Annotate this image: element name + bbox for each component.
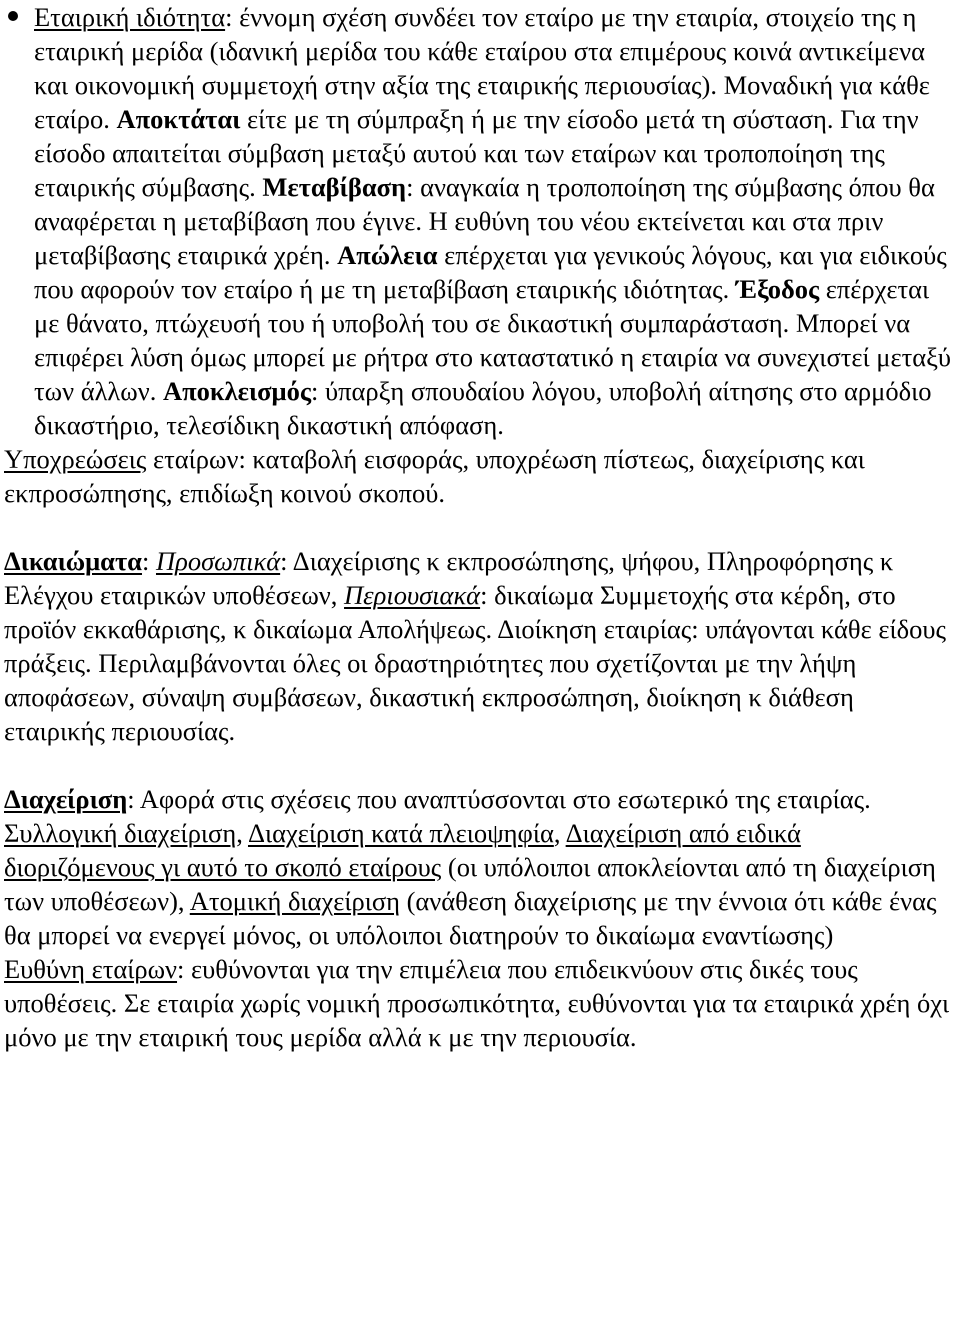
text-obligations: εταίρων: καταβολή εισφοράς, υποχρέωση πίστεως, διαχείρισης και εκπροσώπησης, επιδίωξη κοινού σκοπού. (4, 444, 865, 508)
text-loss: επέρχεται για γενικούς λόγους, και για ειδικούς που αφορούν τον εταίρο ή με τη μεταβίβαση εταιρικής ιδιότητας. (34, 240, 947, 304)
sep-management-2: , (553, 818, 566, 848)
text-company-status: : έννομη σχέση συνδέει τον εταίρο με την εταιρία, στοιχείο της η εταιρική μερίδα (ιδανική μερίδα του κάθε εταίρου στα επιμέρους κοινά αντικείμενα και οικονομική συμμετοχή στην αξία της εταιρικής περιουσίας). Μοναδική για κάθε εταίρο. (34, 2, 930, 134)
term-property: Περιουσιακά (344, 580, 481, 610)
term-transfer: Μεταβίβαση (262, 172, 407, 202)
term-company-status: Εταιρική ιδιότητα (34, 2, 226, 32)
term-loss: Απώλεια (337, 240, 438, 270)
bullet-item-company-status (4, 0, 958, 442)
bullet-icon (8, 11, 18, 21)
term-collective-management: Συλλογική διαχείριση (4, 818, 237, 848)
text-exit: επέρχεται με θάνατο, πτώχευσή του ή υποβολή του σε δικαστική συμπαράσταση. Μπορεί να επιφέρει λύση όμως μπορεί με ρήτρα στο καταστατικό η εταιρία να συνεχιστεί μεταξύ των άλλων. (34, 274, 952, 406)
term-exit: Έξοδος (735, 274, 820, 304)
sep-rights: : (141, 546, 156, 576)
term-majority-management: Διαχείριση κατά πλειοψηφία (247, 818, 554, 848)
term-individual-management: Ατομική διαχείριση (189, 886, 400, 916)
paragraph-gap (4, 510, 958, 544)
text-personal: : Διαχείρισης κ εκπροσώπησης, ψήφου, Πληροφόρησης κ Ελέγχου εταιρικών υποθέσεων, (4, 546, 894, 610)
text-management-individual: (ανάθεση διαχείρισης με την έννοια ότι κάθε ένας θα μπορεί να ενεργεί μόνος, οι υπόλοιποι διατηρούν το δικαίωμα εναντίωσης) (4, 886, 937, 950)
text-acquired: είτε με τη σύμπραξη ή με την είσοδο μετά τη σύσταση. Για την είσοδο απαιτείται σύμβαση μεταξύ αυτού και των εταίρων και τροποποίηση της εταιρικής σύμβασης. (34, 104, 919, 202)
term-appointed-management: Διαχείριση από ειδικά διοριζόμενους γι αυτό το σκοπό εταίρους (4, 818, 801, 882)
paragraph-rights (4, 544, 958, 748)
paragraph-liability (4, 952, 958, 1054)
text-exclusion: : ύπαρξη σπουδαίου λόγου, υποβολή αίτησης στο αρμόδιο δικαστήριο, τελεσίδικη δικαστική απόφαση. (34, 376, 932, 440)
text-management-intro: : Αφορά στις σχέσεις που αναπτύσσονται στο εσωτερικό της εταιρίας. (127, 784, 871, 814)
sep-management-1: , (236, 818, 248, 848)
term-personal: Προσωπικά (155, 546, 281, 576)
text-management-excluded: (οι υπόλοιποι αποκλείονται από τη διαχείριση των υποθέσεων), (4, 852, 936, 916)
term-exclusion: Αποκλεισμός (162, 376, 312, 406)
paragraph-management (4, 782, 958, 952)
paragraph-company-status (34, 0, 958, 442)
paragraph-gap (4, 748, 958, 782)
text-liability: : ευθύνονται για την επιμέλεια που επιδεικνύουν στις δικές τους υποθέσεις. Σε εταιρία χωρίς νομική προσωπικότητα, ευθύνονται για τα εταιρικά χρέη όχι μόνο με την εταιρική τους μερίδα αλλά κ με την περιουσία. (4, 954, 950, 1052)
text-property: : δικαίωμα Συμμετοχής στα κέρδη, στο προϊόν εκκαθάρισης, κ δικαίωμα Απολήψεως. Διοίκηση εταιρίας: υπάγονται κάθε είδους πράξεις. Περιλαμβάνονται όλες οι δραστηριότητες που σχετίζονται με την λήψη αποφάσεων, σύναψη συμβάσεων, δικαστική εκπροσώπηση, διοίκηση κ διάθεση εταιρικής περιουσίας. (4, 580, 946, 746)
term-acquired: Αποκτάται (116, 104, 241, 134)
term-liability: Ευθύνη εταίρων (4, 954, 178, 984)
term-management: Διαχείριση (4, 784, 128, 814)
text-transfer: : αναγκαία η τροποποίηση της σύμβασης όπου θα αναφέρεται η μεταβίβαση που έγινε. Η ευθύνη του νέου εκτείνεται και στα πριν μεταβίβασης εταιρικά χρέη. (34, 172, 935, 270)
term-rights: Δικαιώματα (4, 546, 142, 576)
paragraph-obligations (4, 442, 958, 510)
term-obligations: Υποχρεώσεις (4, 444, 147, 474)
